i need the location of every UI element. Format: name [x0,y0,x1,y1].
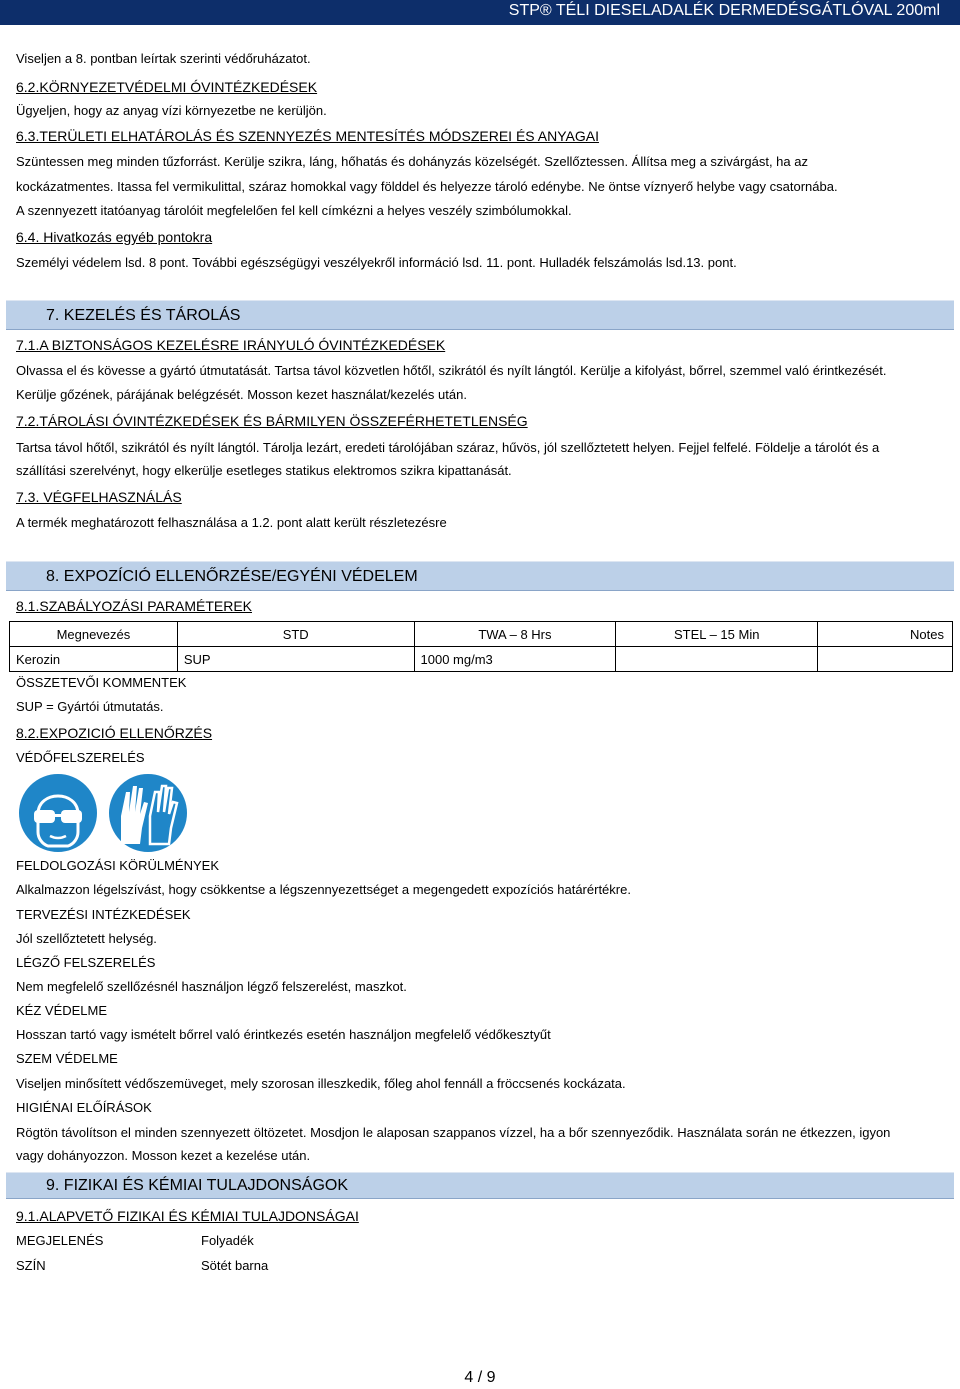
section-9-title: 9. FIZIKAI ÉS KÉMIAI TULAJDONSÁGOK [46,1177,348,1194]
text-line: szállítási szerelvényt, hogy elkerülje esetleges statikus elektromos szikra kipattanását. [16,463,512,478]
table-cell: Kerozin [10,647,178,672]
section-7-band [6,300,954,330]
section-7-1-heading: 7.1.A BIZTONSÁGOS KEZELÉSRE IRÁNYULÓ ÓVINTÉZKEDÉSEK [16,337,446,353]
column-header: TWA – 8 Hrs [414,622,616,647]
text-line: vagy dohányozzon. Mosson kezet a kezelése után. [16,1148,311,1163]
subheading: VÉDŐFELSZERELÉS [16,750,145,765]
text-line: SUP = Gyártói útmutatás. [16,699,164,714]
column-header: Notes [818,622,953,647]
text-line: Olvassa el és kövesse a gyártó útmutatását. Tartsa távol közvetlen hőtől, szikrától és nyílt lángtól. Kerülje a kifolyást, bőrrel, szemmel való érintkezését. [16,363,887,378]
section-6-2-heading: 6.2.KÖRNYEZETVÉDELMI ÓVINTÉZKEDÉSEK [16,79,318,95]
text-line: Szüntessen meg minden tűzforrást. Kerülje szikra, láng, hőhatás és dohányzás közelségét. Szellőztessen. Állítsa meg a szivárgást, ha az [16,154,808,169]
text-line: kockázatmentes. Itassa fel vermikulittal, száraz homokkal vagy földdel és helyezze tároló edénybe. Ne öntse víznyerő helybe vagy csatornába. [16,179,838,194]
subheading: HIGIÉNAI ELŐÍRÁSOK [16,1100,152,1115]
table-row [10,647,953,672]
column-header: STD [177,622,414,647]
section-6-4-heading: 6.4. Hivatkozás egyéb pontokra [16,229,213,245]
section-7-2-heading: 7.2.TÁROLÁSI ÓVINTÉZKEDÉSEK ÉS BÁRMILYEN ÖSSZEFÉRHETETLENSÉG [16,413,528,429]
column-header: STEL – 15 Min [616,622,818,647]
subheading: SZEM VÉDELME [16,1051,118,1066]
column-header: Megnevezés [10,622,178,647]
text-line: Tartsa távol hőtől, szikrától és nyílt lángtól. Tárolja lezárt, eredeti tárolójában száraz, hűvös, jól szellőztetett helyen. Fejjel felfelé. Földelje a tárolót és a [16,440,880,455]
text-line: Kerülje gőzének, párájának belégzését. Mosson kezet használat/kezelés után. [16,387,467,402]
ppe-pictograms [16,772,192,854]
section-8-band [6,561,954,591]
text-line: Nem megfelelő szellőzésnél használjon légző felszerelést, maszkot. [16,979,407,994]
section-9-1-heading: 9.1.ALAPVETŐ FIZIKAI ÉS KÉMIAI TULAJDONSÁGAI [16,1208,359,1224]
text-line: Alkalmazzon légelszívást, hogy csökkentse a légszennyezettséget a megengedett expozíciós határértékre. [16,882,631,897]
section-6-3-heading: 6.3.TERÜLETI ELHATÁROLÁS ÉS SZENNYEZÉS MENTESÍTÉS MÓDSZEREI ÉS ANYAGAI [16,128,599,144]
section-9-band [6,1172,954,1199]
subheading: LÉGZŐ FELSZERELÉS [16,955,156,970]
section-8-2-heading: 8.2.EXPOZICIÓ ELLENŐRZÉS [16,725,213,741]
text-line: Viseljen a 8. pontban leírtak szerinti védőruházatot. [16,51,311,66]
table-header-row [10,622,953,647]
property-value: Sötét barna [201,1258,269,1273]
page-number: 4 / 9 [464,1369,496,1386]
section-7-3-heading: 7.3. VÉGFELHASZNÁLÁS [16,489,182,505]
text-line: ÖSSZETEVŐI KOMMENTEK [16,675,187,690]
text-line: A termék meghatározott felhasználása a 1.2. pont alatt került részletezésre [16,515,447,530]
property-value: Folyadék [201,1233,254,1248]
subheading: TERVEZÉSI INTÉZKEDÉSEK [16,907,191,922]
table-cell [616,647,818,672]
table-cell: 1000 mg/m3 [414,647,616,672]
text-line: Ügyeljen, hogy az anyag vízi környezetbe ne kerüljön. [16,103,327,118]
table-cell [818,647,953,672]
subheading: FELDOLGOZÁSI KÖRÜLMÉNYEK [16,858,219,873]
subheading: KÉZ VÉDELME [16,1003,108,1018]
table-cell: SUP [177,647,414,672]
text-line: Viseljen minősített védőszemüveget, mely szorosan illeszkedik, főleg ahol fennáll a fröccsenés kockázata. [16,1076,626,1091]
text-line: Személyi védelem lsd. 8 pont. További egészségügyi veszélyekről információ lsd. 11. pont. Hulladék felszámolás lsd.13. pont. [16,255,737,270]
document-title: STP® TÉLI DIESELADALÉK DERMEDÉSGÁTLÓVAL 200ml [508,2,940,19]
text-line: Hosszan tartó vagy ismételt bőrrel való érintkezés esetén használjon megfelelő védőkesztyűt [16,1027,551,1042]
property-label: SZÍN [16,1258,46,1273]
section-8-title: 8. EXPOZÍCIÓ ELLENŐRZÉSE/EGYÉNI VÉDELEM [46,568,418,585]
property-label: MEGJELENÉS [16,1233,104,1248]
hand-protection-icon [108,773,188,853]
exposure-limits-table [9,621,953,672]
text-line: Jól szellőztetett helység. [16,931,157,946]
text-line: A szennyezett itatóanyag tárolóit megfelelően fel kell címkézni a helyes veszély szimbólumokkal. [16,203,572,218]
text-line: Rögtön távolítson el minden szennyezett öltözetet. Mosdjon le alaposan szappanos vízzel, ha a bőr szennyeződik. Használata során ne étkezzen, igyon [16,1125,891,1140]
eye-protection-icon [18,773,98,853]
section-8-1-heading: 8.1.SZABÁLYOZÁSI PARAMÉTEREK [16,598,252,614]
section-7-title: 7. KEZELÉS ÉS TÁROLÁS [46,307,241,324]
document-header [0,0,960,25]
